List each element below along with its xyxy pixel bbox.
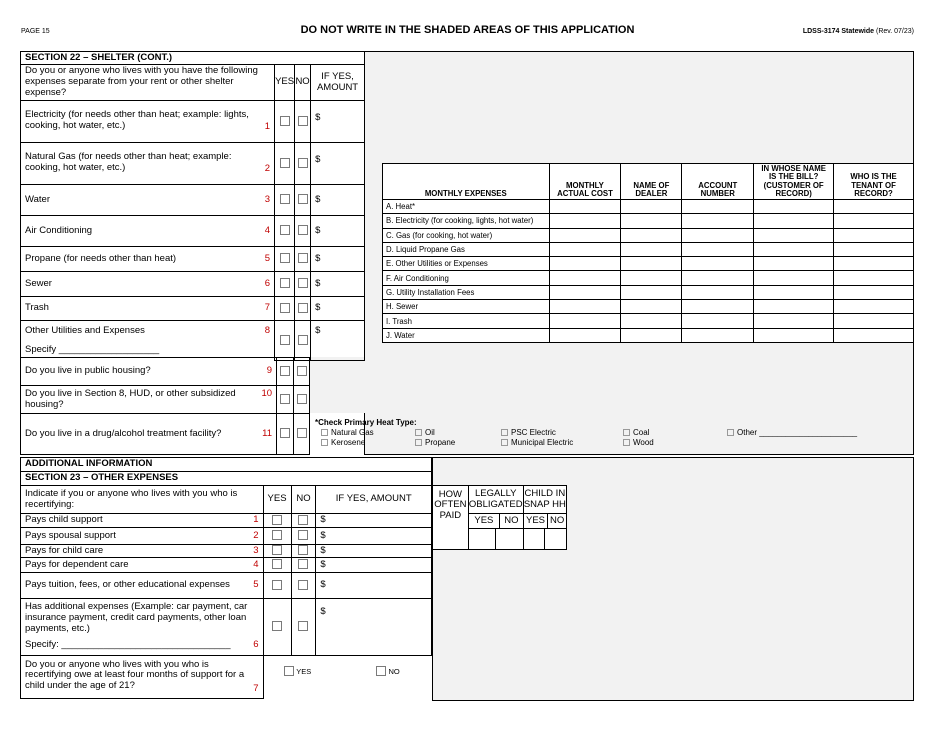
- expense-label: G. Utility Installation Fees: [383, 285, 550, 299]
- table-row: [21, 216, 365, 247]
- yes-checkbox: [284, 666, 294, 676]
- dollar-sign: $: [315, 302, 321, 314]
- dollar-sign: $: [315, 193, 321, 205]
- row-number: 6: [253, 638, 259, 650]
- row-label: Pays child support: [25, 514, 103, 526]
- page-number: PAGE 15: [21, 28, 50, 35]
- expense-label: A. Heat*: [383, 200, 550, 214]
- account-cell[interactable]: [682, 214, 754, 228]
- section22-question: Do you or anyone who lives with you have the following expenses separate from your rent or other shelter expense?: [21, 65, 275, 101]
- no-checkbox: [376, 666, 386, 676]
- dealer-cell[interactable]: [621, 242, 682, 256]
- dollar-sign: $: [320, 529, 326, 541]
- form-revision: (Rev. 07/23): [876, 28, 914, 35]
- dollar-sign: $: [320, 606, 326, 617]
- cost-cell[interactable]: [549, 271, 621, 285]
- cost-cell[interactable]: [549, 314, 621, 328]
- row-number: 3: [264, 193, 271, 205]
- no-checkbox[interactable]: [298, 515, 308, 525]
- option-label: Kerosene: [331, 438, 366, 447]
- row-label: Pays for dependent care: [25, 558, 129, 570]
- amount-field[interactable]: [316, 573, 432, 599]
- table-row: [383, 214, 914, 228]
- checkbox-icon: [415, 439, 422, 446]
- account-cell[interactable]: [682, 200, 754, 214]
- yes-checkbox[interactable]: [272, 621, 282, 631]
- tenant-cell[interactable]: [834, 228, 914, 242]
- row-number: 4: [253, 558, 259, 570]
- bill-name-cell[interactable]: [754, 285, 834, 299]
- no-checkbox[interactable]: [298, 545, 308, 555]
- checkbox-icon: [321, 439, 328, 446]
- header-legally-obligated: LEGALLY OBLIGATED: [468, 486, 523, 514]
- yes-checkbox[interactable]: [280, 303, 290, 313]
- amount-field[interactable]: [311, 216, 365, 247]
- row-number: 1: [264, 121, 271, 133]
- table-row: [21, 247, 365, 272]
- no-checkbox[interactable]: [298, 580, 308, 590]
- account-cell[interactable]: [682, 257, 754, 271]
- yes-checkbox[interactable]: [280, 366, 290, 376]
- row-label: Other Utilities and Expenses: [25, 325, 145, 336]
- dealer-cell[interactable]: [621, 285, 682, 299]
- owe-yes-option[interactable]: [284, 666, 312, 677]
- child-no-cell[interactable]: [545, 529, 566, 549]
- yes-checkbox[interactable]: [280, 253, 290, 263]
- table-row: [383, 285, 914, 299]
- col-amount: IF YES, AMOUNT: [311, 65, 365, 101]
- expense-label: J. Water: [383, 328, 550, 342]
- amount-field[interactable]: [316, 528, 432, 545]
- account-cell[interactable]: [682, 271, 754, 285]
- table-row: [21, 545, 432, 558]
- dollar-sign: $: [320, 544, 326, 556]
- row-label: Do you live in Section 8, HUD, or other subsidized housing?: [25, 387, 236, 410]
- dollar-sign: $: [320, 558, 326, 570]
- option-label: Municipal Electric: [511, 438, 574, 447]
- col-amount: IF YES, AMOUNT: [316, 486, 432, 514]
- heat-option-other[interactable]: [727, 428, 857, 437]
- no-checkbox[interactable]: [297, 366, 307, 376]
- specify-field[interactable]: Specify ___________________: [25, 343, 160, 355]
- child-no-label: NO: [550, 514, 565, 526]
- form-id: [803, 28, 914, 35]
- row-label: Pays spousal support: [25, 529, 116, 541]
- no-checkbox[interactable]: [298, 194, 308, 204]
- row-label: Has additional expenses (Example: car payment, car insurance payment, credit card payments, other loan payments, etc.): [25, 601, 248, 634]
- header-monthly-expenses: MONTHLY EXPENSES: [383, 164, 550, 200]
- no-checkbox[interactable]: [298, 303, 308, 313]
- table-row: [21, 514, 432, 528]
- expense-label: D. Liquid Propane Gas: [383, 242, 550, 256]
- yes-checkbox[interactable]: [280, 225, 290, 235]
- expense-label: E. Other Utilities or Expenses: [383, 257, 550, 271]
- row-number: 7: [253, 682, 259, 694]
- header-tenant: WHO IS THE TENANT OF RECORD?: [834, 164, 914, 200]
- amount-field[interactable]: [311, 185, 365, 216]
- cost-cell[interactable]: [549, 285, 621, 299]
- dealer-cell[interactable]: [621, 257, 682, 271]
- table-row: [21, 272, 365, 297]
- heat-option-coal[interactable]: [623, 428, 649, 437]
- account-cell[interactable]: [682, 328, 754, 342]
- heat-option-kerosene[interactable]: [321, 438, 365, 447]
- no-checkbox[interactable]: [298, 335, 308, 345]
- yes-checkbox[interactable]: [280, 428, 290, 438]
- no-checkbox[interactable]: [298, 158, 308, 168]
- tenant-cell[interactable]: [834, 328, 914, 342]
- table-row: [21, 414, 310, 455]
- specify-field[interactable]: Specify: ________________________________: [25, 638, 231, 650]
- header-how-often: HOW OFTEN PAID: [433, 486, 469, 529]
- option-label: PSC Electric: [511, 428, 556, 437]
- table-row: [21, 297, 365, 321]
- option-label: NO: [388, 666, 400, 676]
- amount-field[interactable]: [311, 272, 365, 297]
- yes-checkbox[interactable]: [280, 158, 290, 168]
- table-row: [383, 300, 914, 314]
- option-label: Wood: [633, 438, 654, 447]
- row-label: Sewer: [25, 277, 52, 289]
- bill-name-cell[interactable]: [754, 214, 834, 228]
- yes-checkbox[interactable]: [280, 335, 290, 345]
- table-row: [383, 271, 914, 285]
- expense-label: F. Air Conditioning: [383, 271, 550, 285]
- no-checkbox[interactable]: [298, 559, 308, 569]
- form-code: LDSS-3174 Statewide: [802, 28, 875, 35]
- tenant-cell[interactable]: [834, 257, 914, 271]
- no-checkbox[interactable]: [298, 116, 308, 126]
- dollar-sign: $: [315, 112, 321, 123]
- dealer-cell[interactable]: [621, 328, 682, 342]
- utility-table: [382, 163, 914, 343]
- header-bill-name: IN WHOSE NAME IS THE BILL? (CUSTOMER OF RECORD): [754, 164, 834, 200]
- header-dealer: NAME OF DEALER: [621, 164, 682, 200]
- row-number: 1: [253, 514, 259, 526]
- row-number: 11: [262, 427, 273, 439]
- tenant-cell[interactable]: [834, 285, 914, 299]
- no-checkbox[interactable]: [298, 225, 308, 235]
- cost-cell[interactable]: [549, 228, 621, 242]
- tenant-cell[interactable]: [834, 214, 914, 228]
- row-number: 5: [264, 252, 271, 264]
- row-number: 3: [253, 544, 259, 556]
- no-checkbox[interactable]: [297, 428, 307, 438]
- section22-title: SECTION 22 – SHELTER (CONT.): [21, 52, 365, 65]
- col-yes: YES: [275, 65, 295, 101]
- col-yes: YES: [263, 486, 291, 514]
- section23-table: [20, 457, 432, 699]
- amount-field[interactable]: [311, 321, 365, 361]
- amount-field[interactable]: [316, 558, 432, 573]
- row-number: 4: [264, 224, 271, 236]
- frequency-table: [432, 485, 567, 550]
- table-row: [383, 257, 914, 271]
- heat-option-propane[interactable]: [415, 438, 455, 447]
- amount-field[interactable]: [316, 599, 432, 656]
- yes-checkbox[interactable]: [280, 394, 290, 404]
- tenant-cell[interactable]: [834, 314, 914, 328]
- legally-yes-cell[interactable]: [469, 529, 496, 549]
- heat-option-psc-electric[interactable]: [501, 428, 556, 437]
- row-label: Do you or anyone who lives with you who is recertifying owe at least four months of support for a child under the age of 21?: [25, 658, 245, 692]
- yes-checkbox[interactable]: [272, 559, 282, 569]
- cost-cell[interactable]: [549, 200, 621, 214]
- amount-field[interactable]: [311, 297, 365, 321]
- dollar-sign: $: [320, 579, 326, 591]
- dealer-cell[interactable]: [621, 300, 682, 314]
- option-label: Coal: [633, 428, 650, 437]
- heat-type-title: *Check Primary Heat Type:: [315, 418, 417, 427]
- child-yes-cell[interactable]: [524, 529, 545, 549]
- table-row: [383, 314, 914, 328]
- row-label: Water: [25, 193, 50, 205]
- account-cell[interactable]: [682, 242, 754, 256]
- table-row: [21, 143, 365, 185]
- amount-field[interactable]: [311, 143, 365, 185]
- child-yes-label: YES: [524, 514, 548, 528]
- row-number: 2: [264, 163, 271, 175]
- amount-field[interactable]: [311, 101, 365, 143]
- no-checkbox[interactable]: [298, 530, 308, 540]
- row-label: Propane (for needs other than heat): [25, 252, 177, 264]
- dollar-sign: $: [315, 224, 321, 236]
- dealer-cell[interactable]: [621, 214, 682, 228]
- bill-name-cell[interactable]: [754, 300, 834, 314]
- expense-label: I. Trash: [383, 314, 550, 328]
- checkbox-icon: [321, 429, 328, 436]
- yes-checkbox[interactable]: [280, 194, 290, 204]
- legally-yes-label: YES: [469, 514, 500, 528]
- checkbox-icon: [623, 439, 630, 446]
- section23-question: Indicate if you or anyone who lives with you who is recertifying:: [21, 486, 264, 514]
- section23-title: SECTION 23 – OTHER EXPENSES: [21, 472, 432, 486]
- yes-checkbox[interactable]: [272, 530, 282, 540]
- cost-cell[interactable]: [549, 242, 621, 256]
- dollar-sign: $: [315, 154, 321, 165]
- option-label: YES: [296, 666, 312, 676]
- yes-checkbox[interactable]: [272, 580, 282, 590]
- how-often-cell[interactable]: [433, 529, 469, 550]
- bill-name-cell[interactable]: [754, 228, 834, 242]
- additional-info-title: ADDITIONAL INFORMATION: [21, 458, 432, 472]
- page-title: DO NOT WRITE IN THE SHADED AREAS OF THIS APPLICATION: [300, 24, 635, 36]
- dollar-sign: $: [315, 325, 321, 336]
- expense-label: H. Sewer: [383, 300, 550, 314]
- checkbox-icon: [623, 429, 630, 436]
- amount-field[interactable]: [316, 514, 432, 528]
- account-cell[interactable]: [682, 285, 754, 299]
- table-row: [383, 328, 914, 342]
- table-row: [21, 599, 432, 656]
- row-label: Natural Gas (for needs other than heat; example: cooking, hot water, etc.): [25, 151, 232, 173]
- table-row: [21, 573, 432, 599]
- account-cell[interactable]: [682, 300, 754, 314]
- heat-option-municipal-electric[interactable]: [501, 438, 573, 447]
- heat-option-oil[interactable]: [415, 428, 435, 437]
- owe-no-option[interactable]: [376, 666, 400, 677]
- bill-name-cell[interactable]: [754, 200, 834, 214]
- cost-cell[interactable]: [549, 300, 621, 314]
- housing-table: [20, 357, 310, 455]
- table-row: [383, 242, 914, 256]
- col-no: NO: [291, 486, 316, 514]
- dealer-cell[interactable]: [621, 228, 682, 242]
- dealer-cell[interactable]: [621, 314, 682, 328]
- bill-name-cell[interactable]: [754, 271, 834, 285]
- dollar-sign: $: [320, 514, 326, 526]
- bill-name-cell[interactable]: [754, 314, 834, 328]
- cost-cell[interactable]: [549, 257, 621, 271]
- yes-checkbox[interactable]: [272, 545, 282, 555]
- row-label: Do you live in public housing?: [25, 365, 151, 377]
- amount-field[interactable]: [311, 247, 365, 272]
- table-row: [21, 558, 432, 573]
- yes-checkbox[interactable]: [272, 515, 282, 525]
- header-account-number: ACCOUNT NUMBER: [682, 164, 754, 200]
- bill-name-cell[interactable]: [754, 242, 834, 256]
- yes-checkbox[interactable]: [280, 278, 290, 288]
- row-label: Pays tuition, fees, or other educational expenses: [25, 579, 230, 591]
- cost-cell[interactable]: [549, 214, 621, 228]
- row-number: 6: [264, 277, 271, 289]
- table-row: [21, 528, 432, 545]
- bill-name-cell[interactable]: [754, 257, 834, 271]
- dollar-sign: $: [315, 252, 321, 264]
- checkbox-icon: [727, 429, 734, 436]
- row-label: Electricity (for needs other than heat; example: lights, cooking, hot water, etc.): [25, 109, 249, 131]
- section22-table: [20, 51, 365, 361]
- row-number: 10: [261, 387, 273, 399]
- legally-no-label: NO: [504, 514, 519, 526]
- table-row: [21, 358, 310, 386]
- col-no: NO: [295, 65, 311, 101]
- table-row: [21, 185, 365, 216]
- table-row: [21, 386, 310, 414]
- yes-checkbox[interactable]: [280, 116, 290, 126]
- tenant-cell[interactable]: [834, 300, 914, 314]
- option-label: Propane: [425, 438, 456, 447]
- option-label: Natural Gas: [331, 428, 374, 437]
- bill-name-cell[interactable]: [754, 328, 834, 342]
- no-checkbox[interactable]: [298, 253, 308, 263]
- account-cell[interactable]: [682, 314, 754, 328]
- table-row: [383, 200, 914, 214]
- amount-field[interactable]: [316, 545, 432, 558]
- tenant-cell[interactable]: [834, 271, 914, 285]
- no-checkbox[interactable]: [297, 394, 307, 404]
- checkbox-icon: [501, 429, 508, 436]
- checkbox-icon: [501, 439, 508, 446]
- account-cell[interactable]: [682, 228, 754, 242]
- row-number: 9: [266, 365, 273, 377]
- expense-label: C. Gas (for cooking, hot water): [383, 228, 550, 242]
- no-checkbox[interactable]: [298, 621, 308, 631]
- option-label: Other ______________________: [737, 428, 858, 437]
- option-label: Oil: [425, 428, 435, 437]
- expense-label: B. Electricity (for cooking, lights, hot water): [383, 214, 550, 228]
- table-row: [21, 101, 365, 143]
- table-row: [21, 656, 432, 699]
- tenant-cell[interactable]: [834, 242, 914, 256]
- row-number: 5: [253, 579, 259, 591]
- row-label: Air Conditioning: [25, 224, 93, 236]
- tenant-cell[interactable]: [834, 200, 914, 214]
- cost-cell[interactable]: [549, 328, 621, 342]
- header-actual-cost: MONTHLY ACTUAL COST: [549, 164, 621, 200]
- table-row: [21, 321, 365, 361]
- no-checkbox[interactable]: [298, 278, 308, 288]
- legally-no-cell[interactable]: [496, 529, 523, 549]
- dealer-cell[interactable]: [621, 200, 682, 214]
- row-number: 7: [264, 302, 271, 314]
- table-row: [383, 228, 914, 242]
- heat-option-natural-gas[interactable]: [321, 428, 374, 437]
- checkbox-icon: [415, 429, 422, 436]
- dollar-sign: $: [315, 277, 321, 289]
- heat-option-wood[interactable]: [623, 438, 654, 447]
- row-label: Pays for child care: [25, 544, 104, 556]
- row-number: 2: [253, 529, 259, 541]
- shaded-gap: [310, 357, 365, 413]
- dealer-cell[interactable]: [621, 271, 682, 285]
- header-child-in-snap: CHILD IN SNAP HH: [523, 486, 566, 514]
- row-label: Do you live in a drug/alcohol treatment facility?: [25, 427, 222, 439]
- row-label: Trash: [25, 302, 49, 314]
- row-number: 8: [264, 325, 271, 336]
